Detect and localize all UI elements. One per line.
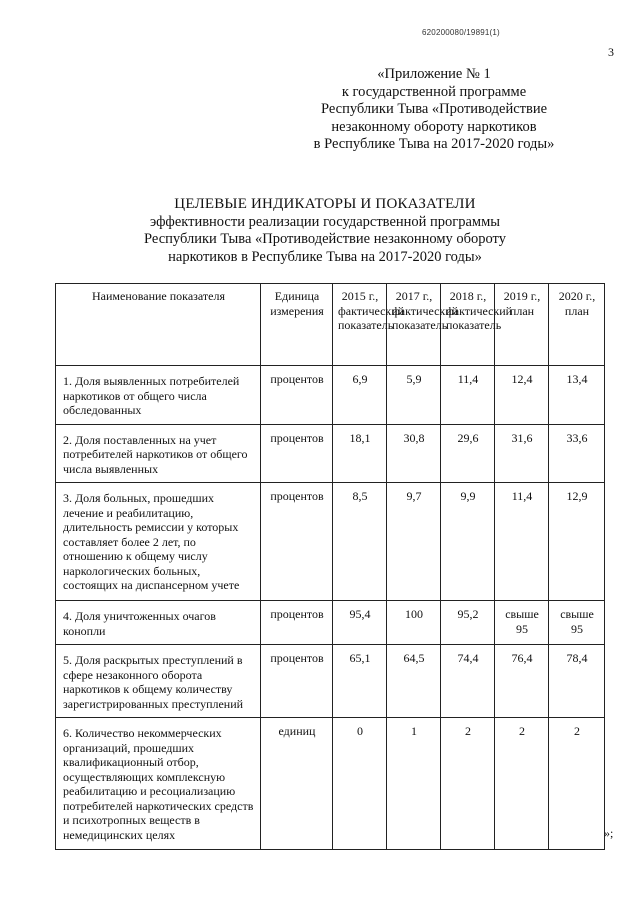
value-2018: 74,4 [441, 645, 495, 718]
value-2015: 18,1 [333, 424, 387, 483]
indicators-table [55, 283, 605, 850]
value-2018: 95,2 [441, 601, 495, 645]
document-id: 620200080/19891(1) [422, 28, 500, 37]
value-2019: 12,4 [495, 366, 549, 425]
indicator-name: 5. Доля раскрытых преступлений в сфере незаконного оборота наркотиков к общему количеству зарегистрированных преступлений [56, 645, 261, 718]
indicator-name: 2. Доля поставленных на учет потребителей наркотиков от общего числа выявленных [56, 424, 261, 483]
value-2019: свыше 95 [495, 601, 549, 645]
value-2015: 8,5 [333, 483, 387, 601]
value-2017: 100 [387, 601, 441, 645]
title-line: Республики Тыва «Противодействие незаконному обороту [144, 231, 506, 247]
value-2017: 1 [387, 718, 441, 850]
header-unit: Единица измерения [261, 284, 333, 366]
value-2019: 31,6 [495, 424, 549, 483]
table-row [56, 601, 605, 645]
value-2018: 29,6 [441, 424, 495, 483]
value-2020: 33,6 [549, 424, 605, 483]
table-row [56, 718, 605, 850]
page-number: 3 [608, 45, 614, 59]
table-row [56, 366, 605, 425]
header-2015: 2015 г., фактический показатель [333, 284, 387, 366]
value-2019: 76,4 [495, 645, 549, 718]
appendix-line: «Приложение № 1 [377, 66, 491, 82]
indicator-unit: процентов [261, 601, 333, 645]
header-2018: 2018 г., фактический показатель [441, 284, 495, 366]
table-header-row [56, 284, 605, 366]
value-2020: 2 [549, 718, 605, 850]
value-2017: 5,9 [387, 366, 441, 425]
appendix-line: незаконному обороту наркотиков [331, 118, 537, 135]
closing-quote: »; [604, 826, 614, 840]
value-2019: 11,4 [495, 483, 549, 601]
value-2020: 78,4 [549, 645, 605, 718]
appendix-line: Республики Тыва «Противодействие [320, 101, 548, 117]
value-2020: 13,4 [549, 366, 605, 425]
value-2018: 9,9 [441, 483, 495, 601]
value-2015: 65,1 [333, 645, 387, 718]
value-2015: 95,4 [333, 601, 387, 645]
appendix-line: к государственной программе [341, 83, 527, 100]
indicator-unit: процентов [261, 645, 333, 718]
appendix-heading [254, 66, 614, 154]
indicator-name: 4. Доля уничтоженных очагов конопли [56, 601, 261, 645]
header-2017: 2017 г., фактический показатель [387, 284, 441, 366]
indicator-name: 3. Доля больных, прошедших лечение и реабилитацию, длительность ремиссии у которых составляет более 2 лет, по отношению к общему числу наркологических больных, состоящих на диспансерном учете [56, 483, 261, 601]
table-row [56, 645, 605, 718]
indicator-unit: процентов [261, 424, 333, 483]
indicator-unit: процентов [261, 483, 333, 601]
value-2018: 11,4 [441, 366, 495, 425]
value-2017: 30,8 [387, 424, 441, 483]
appendix-line: в Республике Тыва на 2017-2020 годы» [313, 136, 555, 152]
value-2019: 2 [495, 718, 549, 850]
value-2020: свыше 95 [549, 601, 605, 645]
indicator-name: 6. Количество некоммерческих организаций, прошедших квалификационный отбор, осуществляющих комплексную реабилитацию и ресоциализацию потребителей наркотических средств и психотропных веществ в немедицинских целях [56, 718, 261, 850]
indicator-unit: процентов [261, 366, 333, 425]
indicator-name: 1. Доля выявленных потребителей наркотиков от общего числа обследованных [56, 366, 261, 425]
header-indicator-name: Наименование показателя [56, 284, 261, 366]
header-2019: 2019 г., план [495, 284, 549, 366]
value-2017: 9,7 [387, 483, 441, 601]
title-main: ЦЕЛЕВЫЕ ИНДИКАТОРЫ И ПОКАЗАТЕЛИ [174, 196, 476, 212]
title-line: наркотиков в Республике Тыва на 2017-2020 годы» [168, 248, 482, 265]
title-line: эффективности реализации государственной программы [149, 213, 501, 230]
value-2017: 64,5 [387, 645, 441, 718]
table-row [56, 483, 605, 601]
table-row [56, 424, 605, 483]
value-2015: 6,9 [333, 366, 387, 425]
header-2020: 2020 г., план [549, 284, 605, 366]
value-2015: 0 [333, 718, 387, 850]
value-2018: 2 [441, 718, 495, 850]
document-title [90, 196, 560, 266]
value-2020: 12,9 [549, 483, 605, 601]
indicator-unit: единиц [261, 718, 333, 850]
